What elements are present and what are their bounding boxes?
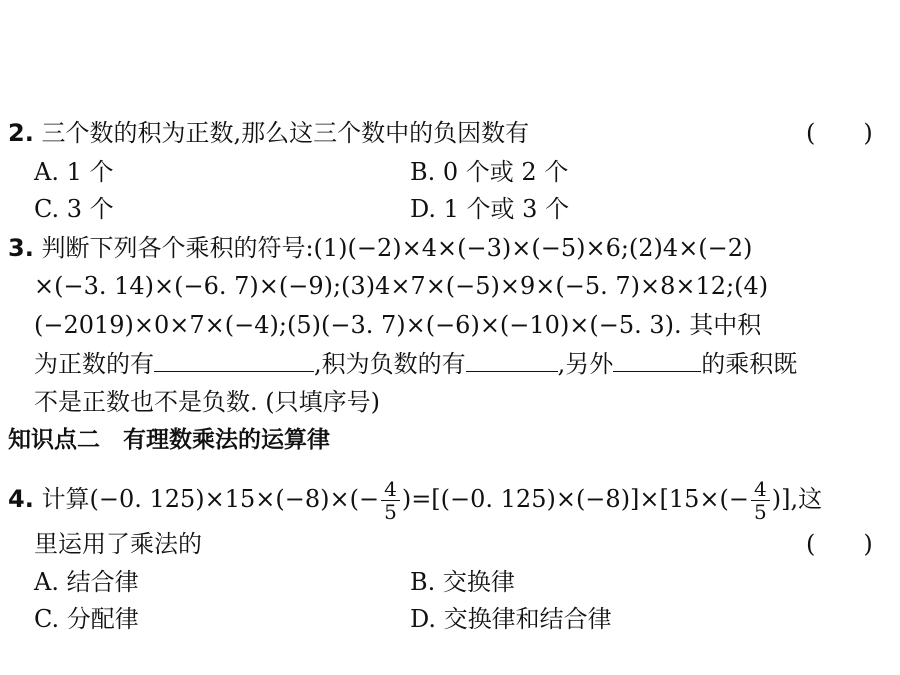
q4-option-d[interactable]: D. 交换律和结合律 [410, 605, 612, 633]
q3-number: 3. [8, 234, 34, 262]
q2-option-c[interactable]: C. 3 个 [34, 195, 114, 223]
q3-line-2: ×(−3. 14)×(−6. 7)×(−9);(3)4×7×(−5)×9×(−5. 7)×8×12;(4) [34, 272, 769, 300]
q3-line4-b: ,积为负数的有 [314, 350, 466, 378]
q4-option-c[interactable]: C. 分配律 [34, 605, 139, 633]
q2-stem-line [8, 117, 529, 149]
q3-line4-c: ,另外 [557, 350, 614, 378]
q3-line4-a: 为正数的有 [34, 350, 154, 378]
q2-option-a[interactable]: A. 1 个 [34, 158, 114, 186]
q3-line-4 [34, 348, 797, 380]
q4-fraction-2-numerator: 4 [751, 478, 770, 501]
q4-part1: 计算(−0. 125)×15×(−8)×(− [41, 485, 380, 513]
q4-part2: )=[(−0. 125)×(−8)]×[15×(− [401, 485, 750, 513]
q4-line-1 [8, 478, 822, 523]
q4-fraction-1 [381, 478, 400, 523]
q3-line4-d: 的乘积既 [701, 350, 798, 378]
q2-stem: 三个数的积为正数,那么这三个数中的负因数有 [41, 119, 530, 147]
q3-blank-negative[interactable] [466, 349, 558, 372]
q3-line-3: (−2019)×0×7×(−4);(5)(−3. 7)×(−6)×(−10)×(−5. 3). 其中积 [34, 311, 762, 339]
q4-fraction-1-numerator: 4 [381, 478, 400, 501]
q3-line-1 [8, 232, 752, 264]
q4-option-b[interactable]: B. 交换律 [410, 568, 515, 596]
q4-number: 4. [8, 485, 34, 513]
q3-blank-positive[interactable] [154, 349, 314, 372]
q3-line-5: 不是正数也不是负数. (只填序号) [34, 388, 380, 416]
q4-part3: )],这 [771, 485, 823, 513]
q2-answer-paren[interactable]: ( ) [806, 119, 873, 147]
section-heading: 知识点二 有理数乘法的运算律 [8, 427, 330, 453]
q3-line1-text: 判断下列各个乘积的符号:(1)(−2)×4×(−3)×(−5)×6;(2)4×(−2) [41, 234, 753, 262]
q4-answer-paren[interactable]: ( ) [806, 530, 873, 558]
q2-number: 2. [8, 119, 34, 147]
q4-fraction-2-denominator: 5 [754, 500, 767, 524]
q2-option-d[interactable]: D. 1 个或 3 个 [410, 195, 570, 223]
q2-option-b[interactable]: B. 0 个或 2 个 [410, 158, 569, 186]
q4-fraction-2 [751, 478, 770, 523]
q4-fraction-1-denominator: 5 [384, 500, 397, 524]
q4-line-2: 里运用了乘法的 [34, 530, 202, 558]
q3-blank-other[interactable] [613, 349, 701, 372]
q4-option-a[interactable]: A. 结合律 [34, 568, 139, 596]
